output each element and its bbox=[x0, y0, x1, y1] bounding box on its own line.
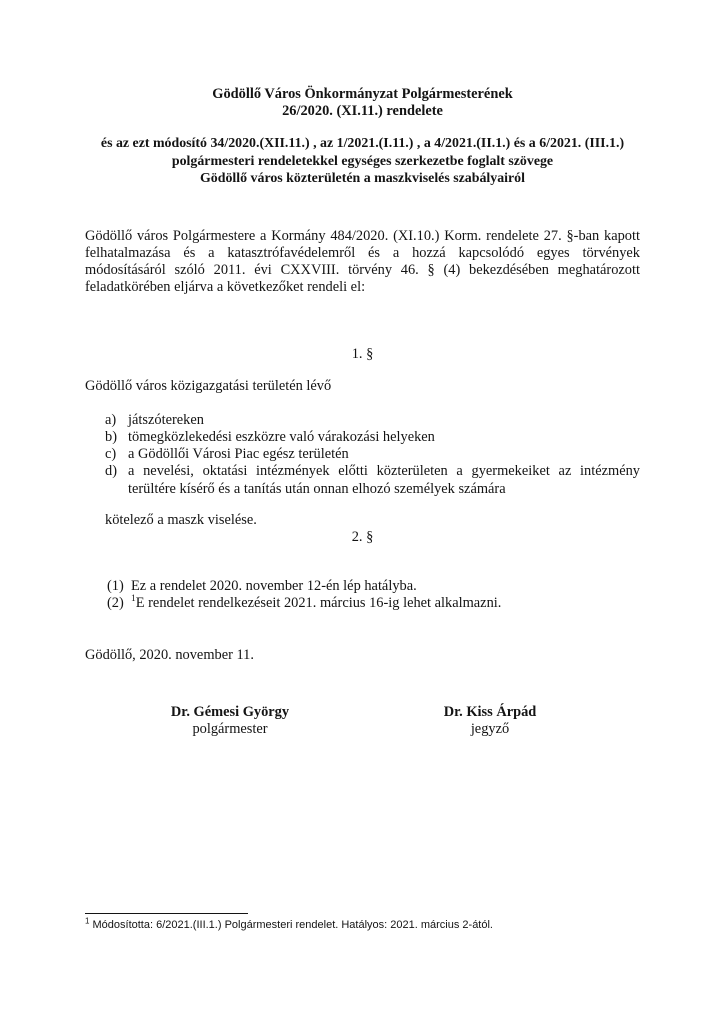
list-item-d-marker: d) bbox=[105, 463, 117, 480]
footnote-area bbox=[85, 913, 640, 932]
list-item-b bbox=[105, 429, 640, 446]
title-line-1: Gödöllő Város Önkormányzat Polgármesterének bbox=[212, 86, 513, 102]
signature-notary-name: Dr. Kiss Árpád bbox=[443, 703, 537, 720]
paragraph-item-1-marker: (1) bbox=[107, 578, 124, 595]
list-item-c-text: a Gödöllői Városi Piac egész területén bbox=[128, 446, 349, 463]
section-1-closing: kötelező a maszk viselése. bbox=[105, 511, 257, 528]
list-item-a bbox=[105, 412, 640, 429]
signature-mayor-name: Dr. Gémesi György bbox=[170, 703, 290, 720]
list-item-c bbox=[105, 446, 640, 463]
signature-mayor bbox=[105, 704, 355, 738]
signature-mayor-role: polgármester bbox=[192, 721, 268, 738]
list-item-a-marker: a) bbox=[105, 411, 117, 428]
list-item-b-text: tömegközlekedési eszközre való várakozási helyeken bbox=[128, 429, 435, 446]
paragraph-item-1 bbox=[107, 578, 640, 595]
subtitle-line-1: és az ezt módosító 34/2020.(XII.11.) , az 1/2021.(I.11.) , a 4/2021.(II.1.) és a 6/2021. (III.1.) bbox=[100, 136, 625, 152]
document-subtitle bbox=[85, 135, 640, 187]
section-2-list bbox=[107, 578, 640, 612]
subtitle-line-2: polgármesteri rendeletekkel egységes szerkezetbe foglalt szövege bbox=[171, 153, 554, 169]
title-line-2: 26/2020. (XI.11.) rendelete bbox=[282, 103, 443, 120]
section-1-list bbox=[105, 412, 640, 498]
footnote-separator-line bbox=[85, 913, 248, 914]
section-1-lead: Gödöllő város közigazgatási területén lévő bbox=[85, 377, 332, 394]
list-item-d-text: a nevelési, oktatási intézmények előtti közterületen a gyermekeiket az intézmény terültére kísérő és a tanítás után onnan elhozó személyek számára bbox=[128, 463, 640, 497]
footnote-reference-1: 1 bbox=[131, 594, 136, 605]
list-item-d bbox=[105, 463, 640, 497]
paragraph-item-1-text bbox=[131, 578, 640, 595]
signature-notary-role: jegyző bbox=[470, 721, 510, 738]
footnote-body: Módosította: 6/2021.(III.1.) Polgármesteri rendelet. Hatályos: 2021. március 2-ától. bbox=[89, 919, 493, 931]
paragraph-item-2-body: E rendelet rendelkezéseit 2021. március 16-ig lehet alkalmazni. bbox=[135, 595, 502, 612]
dateline: Gödöllő, 2020. november 11. bbox=[85, 646, 254, 663]
paragraph-item-2-text bbox=[131, 595, 640, 612]
signature-row bbox=[85, 704, 640, 744]
list-item-b-marker: b) bbox=[105, 429, 117, 446]
footnote-number: 1 bbox=[85, 916, 90, 926]
list-item-c-marker: c) bbox=[105, 446, 117, 463]
subtitle-line-3: Gödöllő város közterületén a maszkviselés szabályairól bbox=[200, 171, 525, 187]
preamble-paragraph: Gödöllő város Polgármestere a Kormány 484/2020. (XI.10.) Korm. rendelete 27. §-ban kapott felhatalmazása és a katasztrófavédelemről és a hozzá kapcsolódó egyes törvények módosításáról szóló 2011. évi CXXVIII. törvény 46. § (4) bekezdésében meghatározott feladatkörében eljárva a következőket rendeli el: bbox=[85, 227, 640, 296]
section-2-heading: 2. § bbox=[351, 529, 374, 546]
document-title bbox=[85, 86, 640, 120]
signature-notary bbox=[365, 704, 615, 738]
footnote-text bbox=[85, 916, 640, 932]
section-1-heading: 1. § bbox=[351, 346, 374, 363]
paragraph-item-1-body: Ez a rendelet 2020. november 12-én lép hatályba. bbox=[131, 578, 417, 595]
paragraph-item-2 bbox=[107, 595, 640, 612]
paragraph-item-2-marker: (2) bbox=[107, 595, 124, 612]
list-item-a-text: játszótereken bbox=[128, 411, 204, 428]
